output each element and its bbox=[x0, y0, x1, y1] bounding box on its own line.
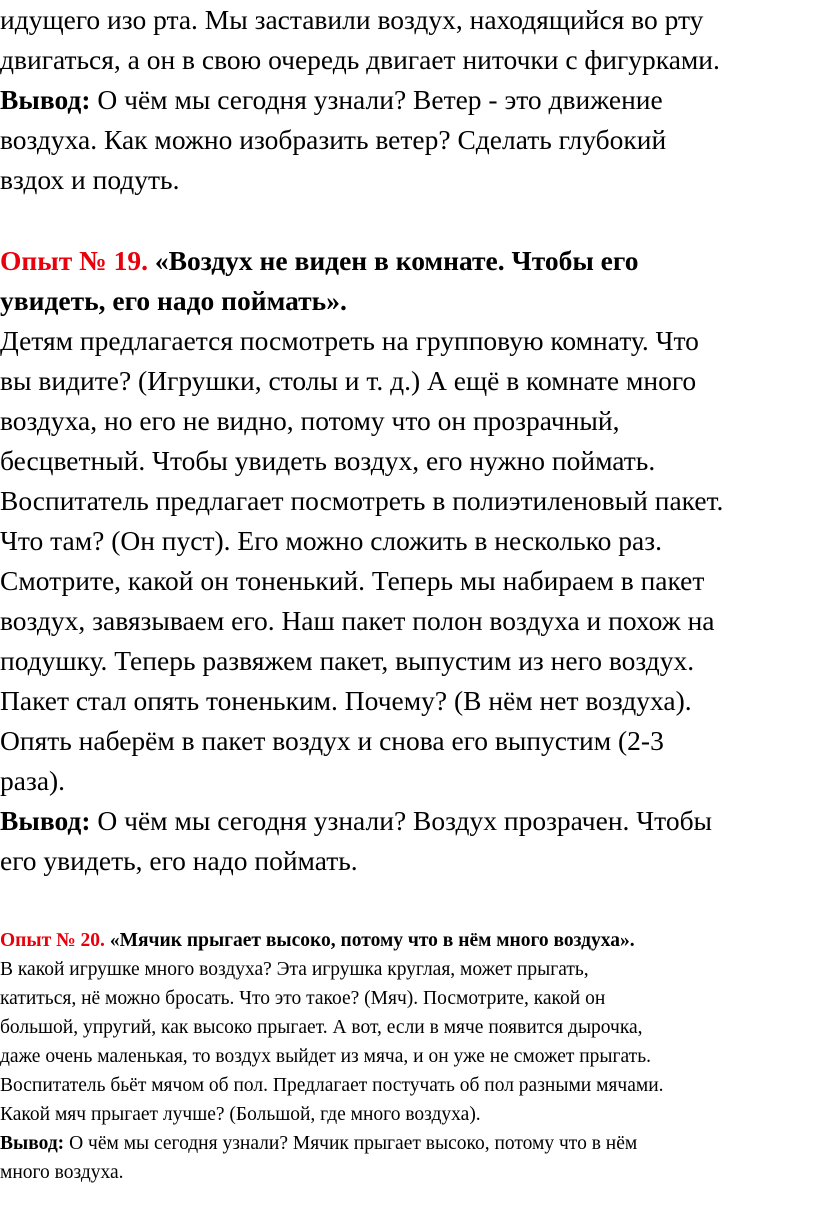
experiment-20-body-1: В какой игрушке много воздуха? Эта игрушка круглая, может прыгать, bbox=[0, 959, 589, 980]
experiment-20-body-6: Какой мяч прыгает лучше? (Большой, где много воздуха). bbox=[0, 1104, 481, 1125]
experiment-20-title: «Мячик прыгает высоко, потому что в нём много воздуха». bbox=[104, 930, 635, 951]
experiment-20-conclusion-line bbox=[0, 1129, 816, 1158]
experiment-19-body-1: Детям предлагается посмотреть на групповую комнату. Что bbox=[0, 325, 699, 356]
conclusion-text: О чём мы сегодня узнали? Воздух прозрачен. Чтобы bbox=[90, 805, 713, 836]
intro-conclusion-line-3: вздох и подуть. bbox=[0, 164, 180, 195]
experiment-19-number: Опыт № 19. bbox=[0, 245, 148, 276]
experiment-19-body-10: Пакет стал опять тоненьким. Почему? (В нём нет воздуха). bbox=[0, 685, 692, 716]
intro-line-1: идущего изо рта. Мы заставили воздух, находящийся во рту bbox=[0, 4, 704, 35]
experiment-20-conclusion-line-2: много воздуха. bbox=[0, 1162, 124, 1183]
experiment-19-conclusion-line-2: его увидеть, его надо поймать. bbox=[0, 845, 358, 876]
experiment-20 bbox=[0, 926, 816, 1187]
experiment-20-body-5: Воспитатель бьёт мячом об пол. Предлагает постучать об пол разными мячами. bbox=[0, 1075, 664, 1096]
conclusion-text: О чём мы сегодня узнали? Ветер - это движение bbox=[90, 84, 663, 115]
experiment-19-title-1: «Воздух не виден в комнате. Чтобы его bbox=[147, 245, 639, 276]
conclusion-label: Вывод: bbox=[0, 1133, 65, 1154]
experiment-19-body-5: Воспитатель предлагает посмотреть в полиэтиленовый пакет. bbox=[0, 485, 724, 516]
experiment-19-body-4: бесцветный. Чтобы увидеть воздух, его нужно поймать. bbox=[0, 445, 656, 476]
experiment-19-conclusion-line bbox=[0, 801, 816, 841]
experiment-19-body-11: Опять наберём в пакет воздух и снова его выпустим (2-3 bbox=[0, 725, 664, 756]
experiment-19-body-12: раза). bbox=[0, 765, 66, 796]
experiment-19-title-2: увидеть, его надо поймать». bbox=[0, 285, 347, 316]
experiment-19-body-7: Смотрите, какой он тоненький. Теперь мы набираем в пакет bbox=[0, 565, 705, 596]
experiment-19-body-3: воздуха, но его не видно, потому что он прозрачный, bbox=[0, 405, 620, 436]
conclusion-text: О чём мы сегодня узнали? Мячик прыгает высоко, потому что в нём bbox=[64, 1133, 638, 1154]
experiment-20-body-3: большой, упругий, как высоко прыгает. А вот, если в мяче появится дырочка, bbox=[0, 1017, 643, 1038]
experiment-20-body-4: даже очень маленькая, то воздух выйдет из мяча, и он уже не сможет прыгать. bbox=[0, 1046, 651, 1067]
conclusion-label: Вывод: bbox=[0, 84, 91, 115]
experiment-19 bbox=[0, 241, 816, 881]
experiment-20-number: Опыт № 20. bbox=[0, 930, 105, 951]
intro-line-2: двигаться, а он в свою очередь двигает ниточки с фигурками. bbox=[0, 44, 720, 75]
conclusion-label: Вывод: bbox=[0, 805, 91, 836]
intro-conclusion-line-2: воздуха. Как можно изобразить ветер? Сделать глубокий bbox=[0, 124, 667, 155]
experiment-19-heading bbox=[0, 241, 816, 281]
experiment-19-body-8: воздух, завязываем его. Наш пакет полон воздуха и похож на bbox=[0, 605, 715, 636]
experiment-19-body-6: Что там? (Он пуст). Его можно сложить в несколько раз. bbox=[0, 525, 662, 556]
intro-block bbox=[0, 0, 816, 200]
experiment-20-body-2: катиться, нё можно бросать. Что это такое? (Мяч). Посмотрите, какой он bbox=[0, 988, 606, 1009]
intro-conclusion-line bbox=[0, 80, 816, 120]
experiment-20-heading bbox=[0, 926, 816, 955]
experiment-19-body-9: подушку. Теперь развяжем пакет, выпустим из него воздух. bbox=[0, 645, 695, 676]
experiment-19-body-2: вы видите? (Игрушки, столы и т. д.) А ещё в комнате много bbox=[0, 365, 697, 396]
